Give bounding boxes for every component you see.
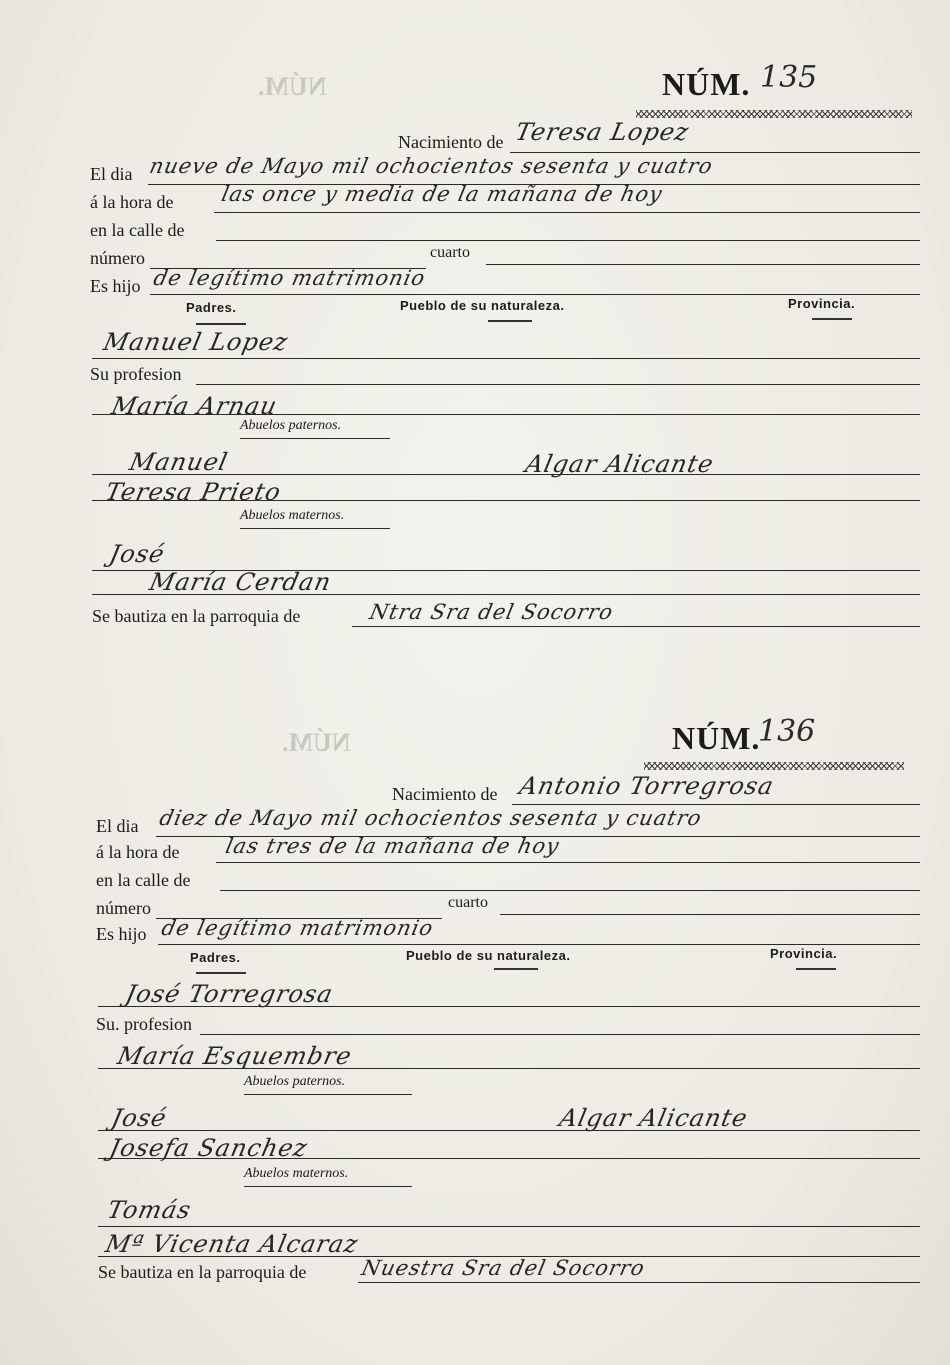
maternal-grandfather: José	[107, 540, 168, 568]
record-number-label: NÚM.	[672, 720, 761, 756]
header-rule	[494, 968, 538, 970]
field-line	[216, 240, 920, 241]
cuarto-label: cuarto	[448, 894, 488, 911]
legitimacy: de legítimo matrimonio	[151, 266, 428, 290]
padres-header: Padres.	[186, 300, 237, 315]
field-line	[220, 890, 920, 891]
mother-name: María Arnau	[109, 392, 280, 420]
field-line	[98, 1226, 920, 1227]
parish-name: Ntra Sra del Socorro	[367, 600, 616, 624]
field-line	[244, 1094, 412, 1095]
dia-label: El dia	[90, 164, 133, 184]
field-line	[214, 212, 920, 213]
maternal-grandmother: María Cerdan	[147, 568, 335, 596]
field-line	[240, 438, 390, 439]
birth-date: nueve de Mayo mil ochocientos sesenta y cuatro	[147, 154, 716, 178]
birth-hour: las tres de la mañana de hoy	[223, 834, 562, 858]
field-line	[150, 294, 920, 295]
father-name: Manuel Lopez	[101, 328, 291, 356]
hora-label: á la hora de	[96, 842, 180, 862]
nacimiento-label: Nacimiento de	[392, 784, 498, 804]
field-line	[200, 1034, 920, 1035]
field-line	[244, 1186, 412, 1187]
cuarto-label: cuarto	[430, 244, 470, 261]
header-rule	[196, 972, 246, 974]
hijo-label: Es hijo	[96, 924, 147, 944]
field-line	[512, 804, 920, 805]
child-name: Antonio Torregrosa	[517, 772, 777, 800]
header-rule	[196, 323, 246, 325]
pueblo-header: Pueblo de su naturaleza.	[406, 948, 571, 963]
bautiza-label: Se bautiza en la parroquia de	[98, 1262, 307, 1282]
grandparents-origin: Algar Alicante	[523, 450, 717, 478]
header-rule	[812, 318, 852, 320]
bleedthrough-num: NÚM.	[282, 728, 351, 757]
paternal-grandfather: Manuel	[127, 448, 231, 476]
paternal-grandmother: Teresa Prieto	[103, 478, 284, 506]
field-line	[98, 1130, 920, 1131]
father-name: José Torregrosa	[123, 980, 336, 1008]
field-line	[196, 384, 920, 385]
numero-label: número	[96, 898, 151, 918]
numero-label: número	[90, 248, 145, 268]
padres-header: Padres.	[190, 950, 241, 965]
ornamental-rule	[644, 762, 904, 770]
field-line	[500, 914, 920, 915]
pueblo-header: Pueblo de su naturaleza.	[400, 298, 565, 313]
header-rule	[796, 968, 836, 970]
parish-name: Nuestra Sra del Socorro	[359, 1256, 648, 1280]
bautiza-label: Se bautiza en la parroquia de	[92, 606, 301, 626]
header-rule	[488, 320, 532, 322]
ornamental-rule	[636, 110, 912, 118]
hijo-label: Es hijo	[90, 276, 141, 296]
calle-label: en la calle de	[96, 870, 191, 890]
field-line	[92, 358, 920, 359]
abuelos-maternos-label: Abuelos maternos.	[244, 1166, 349, 1181]
birth-date: diez de Mayo mil ochocientos sesenta y cuatro	[157, 806, 705, 830]
birth-hour: las once y media de la mañana de hoy	[219, 182, 665, 206]
field-line	[216, 862, 920, 863]
field-line	[486, 264, 920, 265]
profesion-label: Su. profesion	[96, 1014, 192, 1034]
record-number: 136	[758, 714, 816, 749]
maternal-grandfather: Tomás	[105, 1196, 194, 1224]
legitimacy: de legítimo matrimonio	[159, 916, 436, 940]
field-line	[158, 944, 920, 945]
profesion-label: Su profesion	[90, 364, 182, 384]
hora-label: á la hora de	[90, 192, 174, 212]
record-number: 135	[760, 60, 818, 95]
child-name: Teresa Lopez	[513, 118, 692, 146]
paternal-grandfather: José	[109, 1104, 170, 1132]
field-line	[510, 152, 920, 153]
abuelos-paternos-label: Abuelos paternos.	[244, 1074, 346, 1089]
calle-label: en la calle de	[90, 220, 185, 240]
nacimiento-label: Nacimiento de	[398, 132, 504, 152]
abuelos-paternos-label: Abuelos paternos.	[240, 418, 342, 433]
abuelos-maternos-label: Abuelos maternos.	[240, 508, 345, 523]
paternal-grandmother: Josefa Sanchez	[107, 1134, 311, 1162]
maternal-grandmother: Mª Vicenta Alcaraz	[103, 1230, 362, 1258]
provincia-header: Provincia.	[770, 946, 838, 961]
field-line	[358, 1282, 920, 1283]
grandparents-origin: Algar Alicante	[557, 1104, 751, 1132]
provincia-header: Provincia.	[788, 296, 856, 311]
mother-name: María Esquembre	[115, 1042, 355, 1070]
record-number-label: NÚM.	[662, 66, 751, 102]
dia-label: El dia	[96, 816, 139, 836]
field-line	[240, 528, 390, 529]
field-line	[352, 626, 920, 627]
bleedthrough-num: NÚM.	[258, 72, 327, 101]
